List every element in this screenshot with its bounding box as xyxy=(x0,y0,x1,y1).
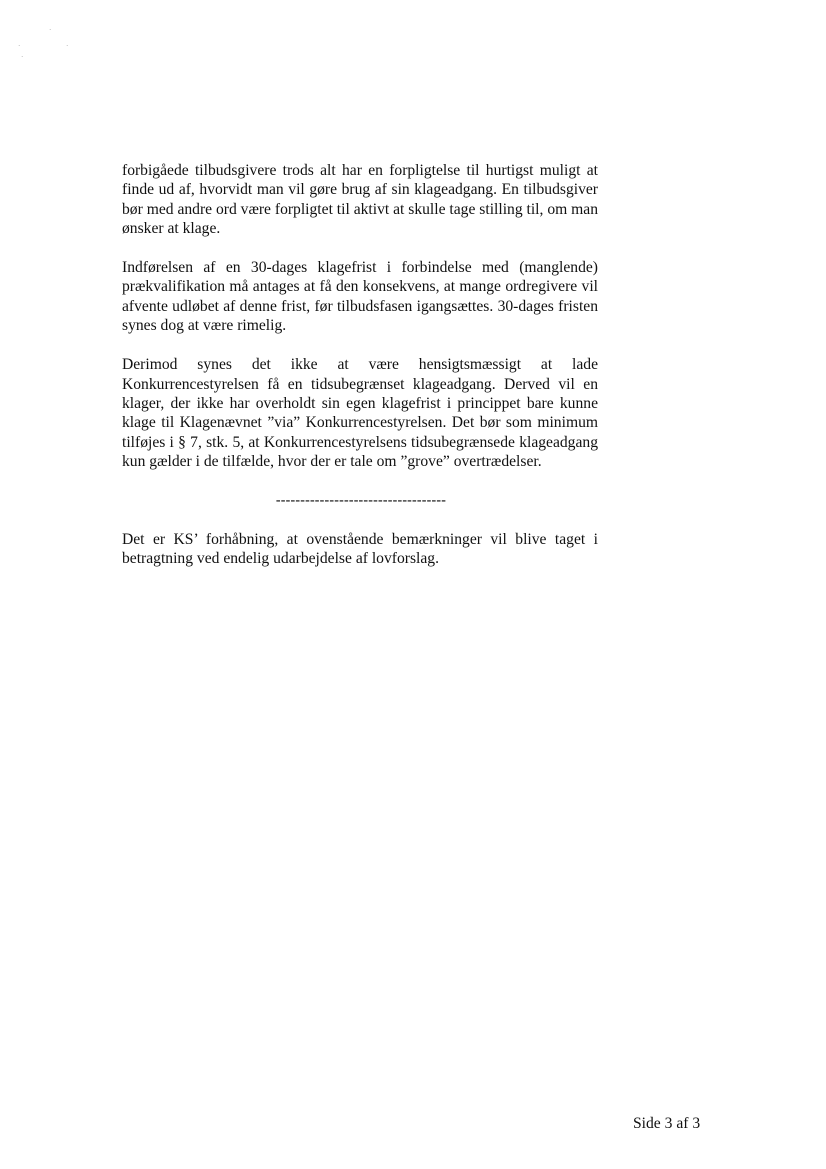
closing-paragraph: Det er KS’ forhåbning, at ovenstående bemærkninger vil blive taget i betragtning ved endelig udarbejdelse af lovforslag. xyxy=(122,531,598,568)
paragraph-1: forbigåede tilbudsgivere trods alt har en forpligtelse til hurtigst muligt at finde ud af, hvorvidt man vil gøre brug af sin klageadgang. En tilbudsgiver bør med andre ord være forpligtet til aktivt at skulle tage stilling til, om man ønsker at klage. xyxy=(122,162,598,237)
section-separator: ----------------------------------- xyxy=(275,493,447,509)
letter-body xyxy=(122,161,598,569)
paragraph-2: Indførelsen af en 30-dages klagefrist i forbindelse med (manglende) prækvalifikation må antages at få den konsekvens, at mange ordregivere vil afvente udløbet af denne frist, før tilbudsfasen igangsættes. 30-dages fristen synes dog at være rimelig. xyxy=(122,259,598,335)
scan-speck: · xyxy=(18,42,21,50)
scan-speck: · xyxy=(66,42,69,50)
page-number: Side 3 af 3 xyxy=(633,1115,701,1132)
scan-speck: · xyxy=(21,53,24,61)
paragraph-3: Derimod synes det ikke at være hensigtsmæssigt at lade Konkurrencestyrelsen få en tidsubegrænset klageadgang. Derved vil en klager, der ikke har overholdt sin egen klagefrist i princippet bare kunne klage til Klagenævnet ”via” Konkurrencestyrelsen. Det bør som minimum tilføjes i § 7, stk. 5, at Konkurrencestyrelsens tidsubegrænsede klageadgang kun gælder i de tilfælde, hvor der er tale om ”grove” overtrædelser. xyxy=(122,356,598,470)
scan-speck: · xyxy=(49,26,52,34)
